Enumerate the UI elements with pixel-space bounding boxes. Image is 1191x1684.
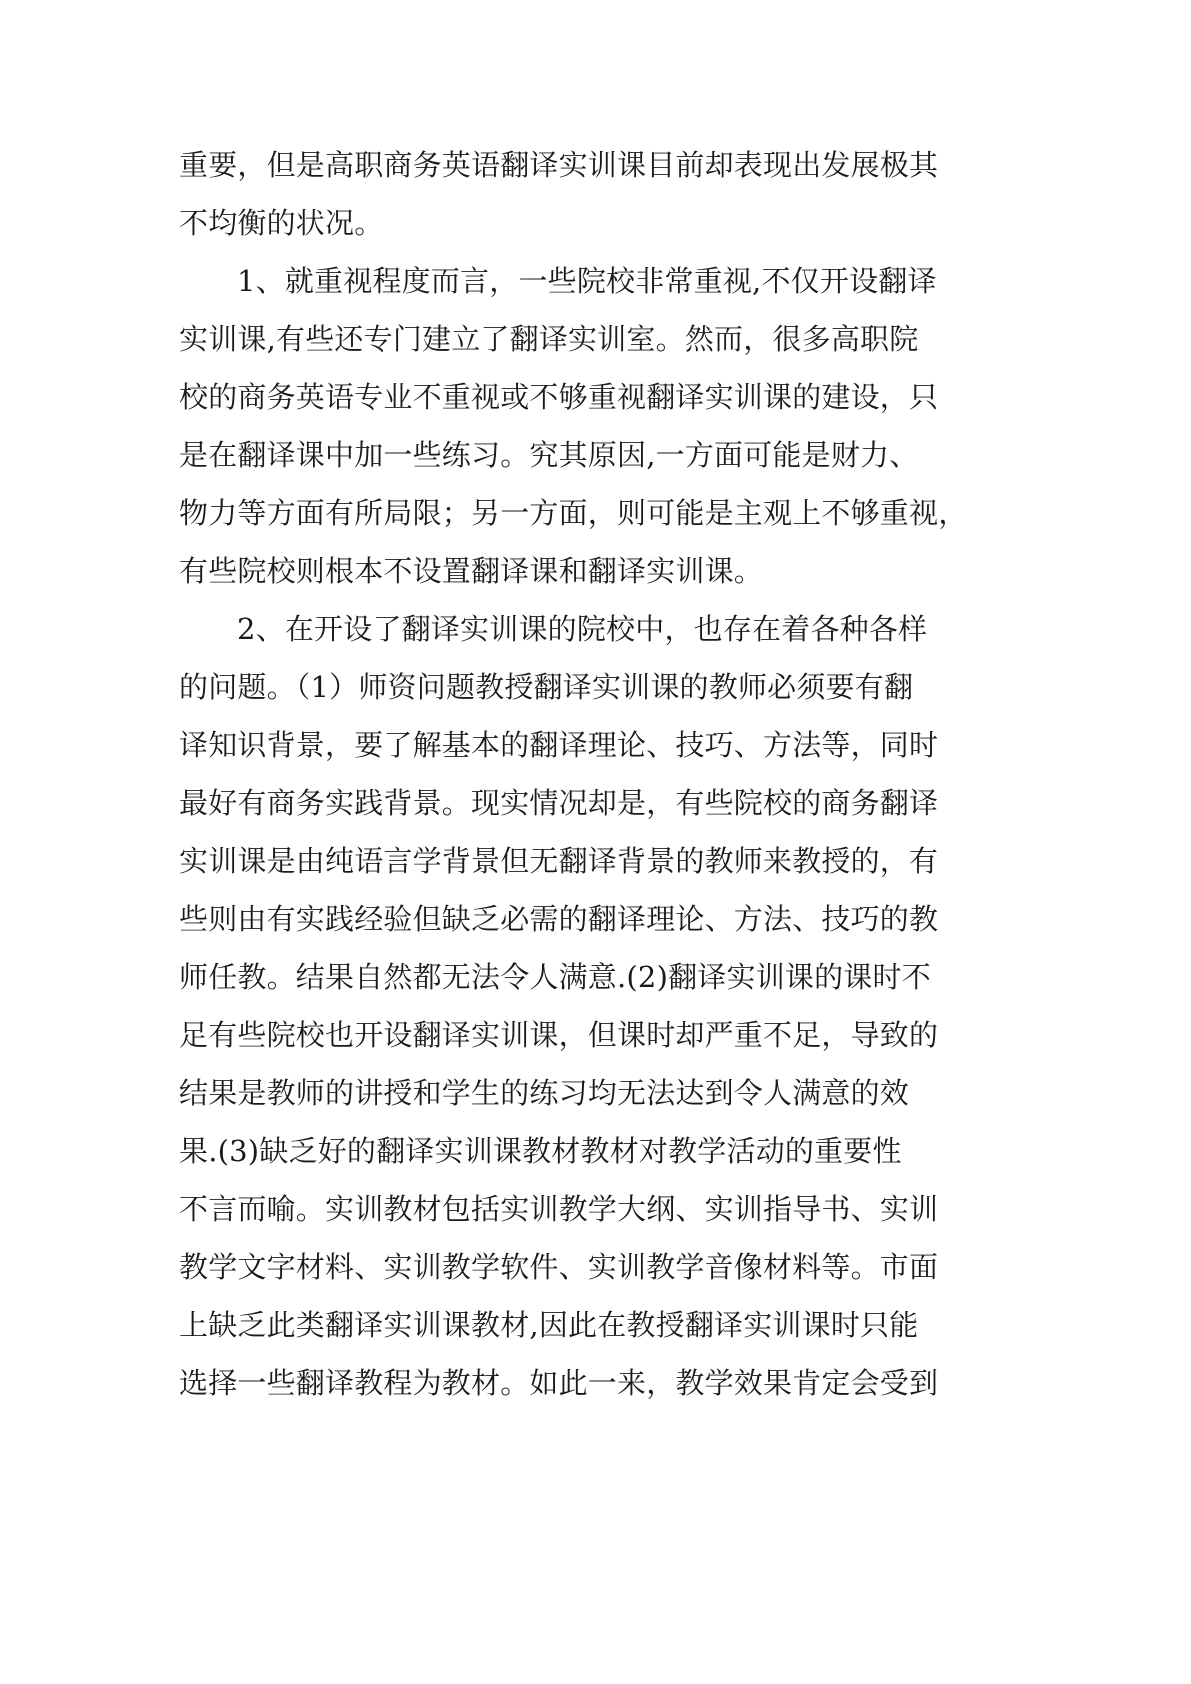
text-line: 上缺乏此类翻译实训课教材,因此在教授翻译实训课时只能 <box>179 1308 919 1342</box>
text-line: 结果是教师的讲授和学生的练习均无法达到令人满意的效 <box>179 1076 910 1110</box>
text-line: 选择一些翻译教程为教材。如此一来，教学效果肯定会受到 <box>179 1366 939 1400</box>
text-line: 物力等方面有所局限；另一方面，则可能是主观上不够重视， <box>179 496 968 530</box>
text-line: 教学文字材料、实训教学软件、实训教学音像材料等。市面 <box>179 1250 939 1284</box>
text-line: 校的商务英语专业不重视或不够重视翻译实训课的建设，只 <box>179 380 939 414</box>
text-line: 是在翻译课中加一些练习。究其原因,一方面可能是财力、 <box>179 438 919 472</box>
paragraph-first-line: 2、在开设了翻译实训课的院校中，也存在着各种各样 <box>237 612 928 646</box>
document-body <box>179 136 1019 1412</box>
text-line: 最好有商务实践背景。现实情况却是，有些院校的商务翻译 <box>179 786 939 820</box>
text-line: 有些院校则根本不设置翻译课和翻译实训课。 <box>179 554 764 588</box>
text-line: 足有些院校也开设翻译实训课，但课时却严重不足，导致的 <box>179 1018 939 1052</box>
text-line: 的问题。（1）师资问题教授翻译实训课的教师必须要有翻 <box>179 670 914 704</box>
text-line: 重要，但是高职商务英语翻译实训课目前却表现出发展极其 <box>179 148 939 182</box>
text-line: 果.(3)缺乏好的翻译实训课教材教材对教学活动的重要性 <box>179 1134 902 1168</box>
text-line: 不言而喻。实训教材包括实训教学大纲、实训指导书、实训 <box>179 1192 939 1226</box>
text-line: 译知识背景，要了解基本的翻译理论、技巧、方法等，同时 <box>179 728 939 762</box>
text-line: 师任教。结果自然都无法令人满意.(2)翻译实训课的课时不 <box>179 960 931 994</box>
text-line: 实训课是由纯语言学背景但无翻译背景的教师来教授的，有 <box>179 844 939 878</box>
text-line: 不均衡的状况。 <box>179 206 384 240</box>
text-line: 些则由有实践经验但缺乏必需的翻译理论、方法、技巧的教 <box>179 902 939 936</box>
paragraph-first-line: 1、就重视程度而言，一些院校非常重视,不仅开设翻译 <box>237 264 937 298</box>
text-line: 实训课,有些还专门建立了翻译实训室。然而，很多高职院 <box>179 322 919 356</box>
